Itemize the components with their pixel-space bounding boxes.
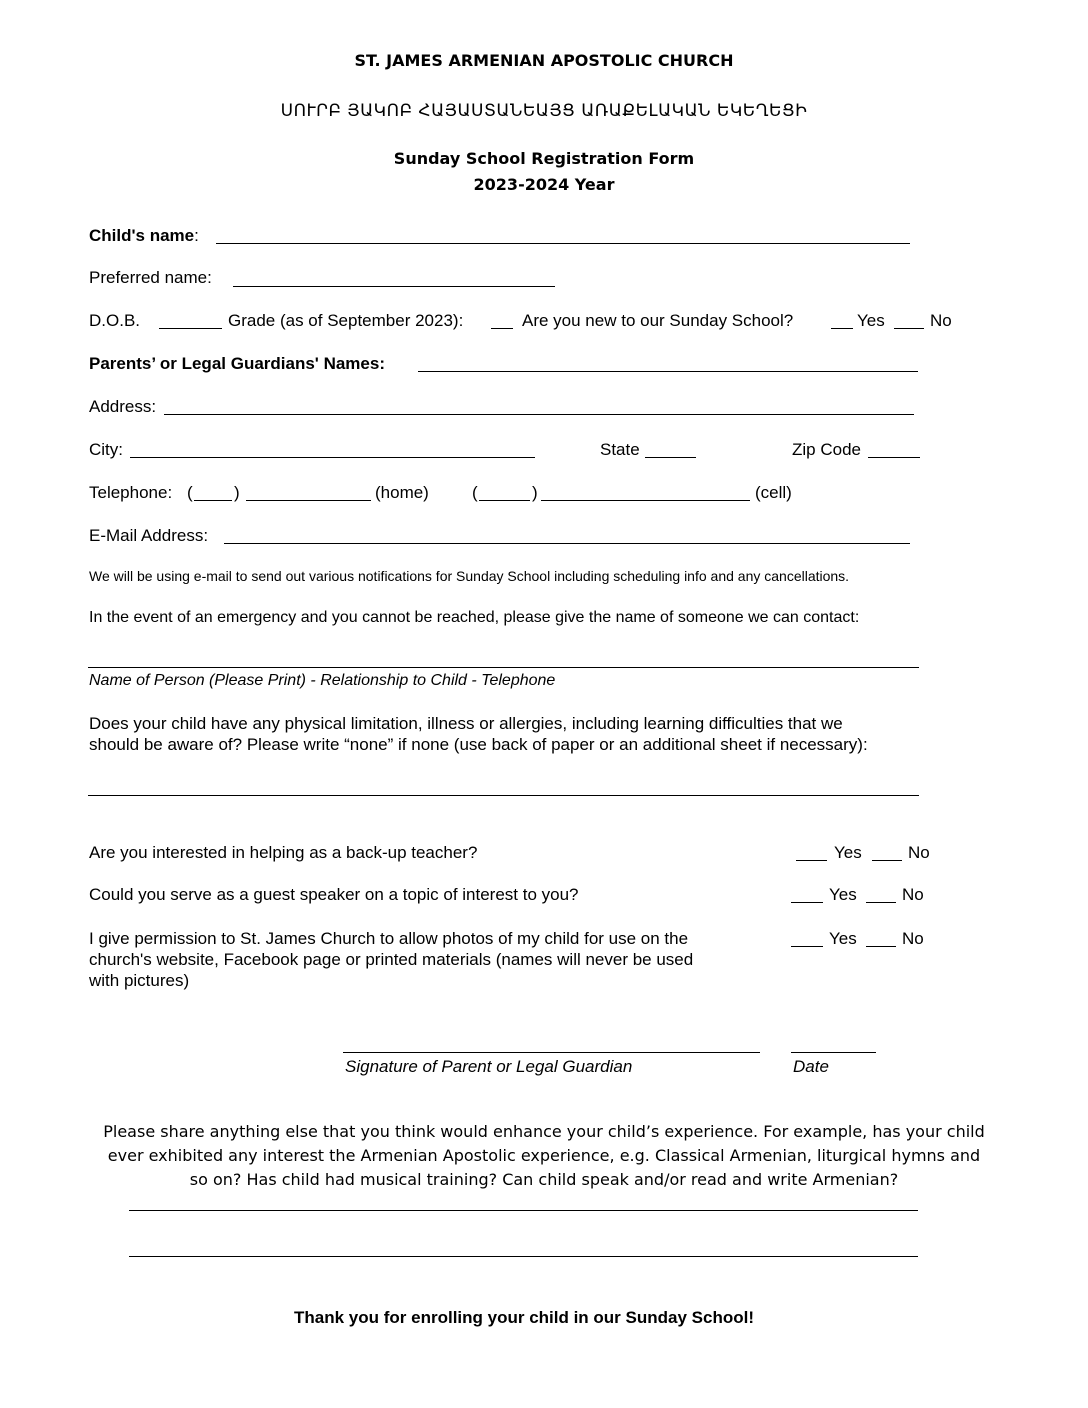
- preferred-name-field[interactable]: [233, 286, 555, 287]
- address-label: Address:: [89, 397, 157, 416]
- church-name-english: ST. JAMES ARMENIAN APOSTOLIC CHURCH: [354, 51, 734, 70]
- guest-speaker-no-field[interactable]: [866, 902, 896, 903]
- cell-area-close-paren: ): [532, 483, 538, 502]
- home-area-code-field[interactable]: [194, 500, 232, 501]
- photo-permission-line2: church's website, Facebook page or printed materials (names will never be used: [89, 950, 694, 969]
- dob-label: D.O.B.: [89, 311, 141, 330]
- backup-teacher-no-label: No: [908, 843, 930, 862]
- backup-teacher-question: Are you interested in helping as a back-up teacher?: [89, 843, 478, 862]
- guest-speaker-yes-label: Yes: [829, 885, 857, 904]
- new-no-field[interactable]: [894, 328, 924, 329]
- email-field[interactable]: [224, 543, 910, 544]
- photo-permission-line3: with pictures): [89, 971, 190, 990]
- guest-speaker-no-label: No: [902, 885, 924, 904]
- grade-label: Grade (as of September 2023):: [228, 311, 464, 330]
- parents-label: Parents’ or Legal Guardians' Names:: [89, 354, 385, 373]
- health-question-line1: Does your child have any physical limitation, illness or allergies, including learning difficulties that we: [89, 714, 843, 733]
- telephone-label: Telephone:: [89, 483, 173, 502]
- new-yes-field[interactable]: [831, 328, 853, 329]
- child-name-field[interactable]: [216, 243, 910, 244]
- cell-area-open-paren: (: [472, 483, 478, 502]
- date-field[interactable]: [791, 1052, 876, 1053]
- emergency-instructions: In the event of an emergency and you cannot be reached, please give the name of someone we can contact:: [89, 609, 860, 626]
- guest-speaker-yes-field[interactable]: [791, 902, 823, 903]
- home-area-close-paren: ): [234, 483, 240, 502]
- parents-field[interactable]: [418, 371, 918, 372]
- backup-teacher-no-field[interactable]: [872, 860, 902, 861]
- guest-speaker-question: Could you serve as a guest speaker on a topic of interest to you?: [89, 885, 579, 904]
- signature-caption: Signature of Parent or Legal Guardian: [345, 1057, 633, 1076]
- backup-teacher-yes-field[interactable]: [796, 860, 827, 861]
- email-label: E-Mail Address:: [89, 526, 209, 545]
- emergency-contact-field[interactable]: [88, 667, 919, 668]
- photo-permission-line1: I give permission to St. James Church to allow photos of my child for use on the: [89, 929, 689, 948]
- new-student-question: Are you new to our Sunday School?: [522, 311, 794, 330]
- city-field[interactable]: [130, 457, 535, 458]
- child-name-label: Child's name:: [89, 226, 199, 245]
- home-area-open-paren: (: [187, 483, 193, 502]
- share-answer-line1[interactable]: [129, 1210, 918, 1211]
- photo-permission-yes-label: Yes: [829, 929, 857, 948]
- home-phone-field[interactable]: [246, 500, 371, 501]
- photo-permission-no-label: No: [902, 929, 924, 948]
- cell-phone-field[interactable]: [541, 500, 750, 501]
- backup-teacher-yes-label: Yes: [834, 843, 862, 862]
- email-note: We will be using e-mail to send out various notifications for Sunday School including scheduling info and any cancellations.: [89, 568, 850, 584]
- new-no-label: No: [930, 311, 952, 330]
- photo-permission-yes-field[interactable]: [791, 946, 823, 947]
- signature-field[interactable]: [343, 1052, 760, 1053]
- health-question-line2: should be aware of? Please write “none” if none (use back of paper or an additional sheet if necessary):: [89, 735, 868, 754]
- share-answer-line2[interactable]: [129, 1256, 918, 1257]
- emergency-caption: Name of Person (Please Print) - Relationship to Child - Telephone: [89, 672, 556, 689]
- form-title: Sunday School Registration Form: [393, 149, 695, 168]
- state-field[interactable]: [645, 457, 696, 458]
- city-label: City:: [89, 440, 123, 459]
- grade-field[interactable]: [491, 328, 513, 329]
- thank-you-message: Thank you for enrolling your child in our Sunday School!: [294, 1308, 754, 1327]
- cell-area-code-field[interactable]: [479, 500, 530, 501]
- church-name-armenian: ՍՈՒՐԲ ՅԱԿՈԲ ՀԱՅԱՍՏԱՆԵԱՅՑ ԱՌԱՔԵԼԱԿԱՆ ԵԿԵՂԵՑԻ: [280, 101, 808, 121]
- health-info-field[interactable]: [88, 795, 919, 796]
- cell-label: (cell): [755, 483, 792, 502]
- new-yes-label: Yes: [857, 311, 885, 330]
- address-field[interactable]: [164, 414, 914, 415]
- dob-field[interactable]: [159, 328, 222, 329]
- state-label: State: [600, 440, 640, 459]
- share-prompt-line2: ever exhibited any interest the Armenian Apostolic experience, e.g. Classical Armenian, liturgical hymns and: [107, 1146, 981, 1165]
- preferred-name-label: Preferred name:: [89, 268, 212, 287]
- form-year: 2023-2024 Year: [473, 175, 615, 194]
- date-caption: Date: [793, 1057, 829, 1076]
- share-prompt-line3: so on? Has child had musical training? Can child speak and/or read and write Armenian?: [189, 1170, 899, 1189]
- zip-label: Zip Code: [792, 440, 861, 459]
- share-prompt-line1: Please share anything else that you think would enhance your child’s experience. For example, has your child: [103, 1122, 985, 1141]
- photo-permission-no-field[interactable]: [866, 946, 896, 947]
- zip-field[interactable]: [868, 457, 920, 458]
- home-label: (home): [375, 483, 429, 502]
